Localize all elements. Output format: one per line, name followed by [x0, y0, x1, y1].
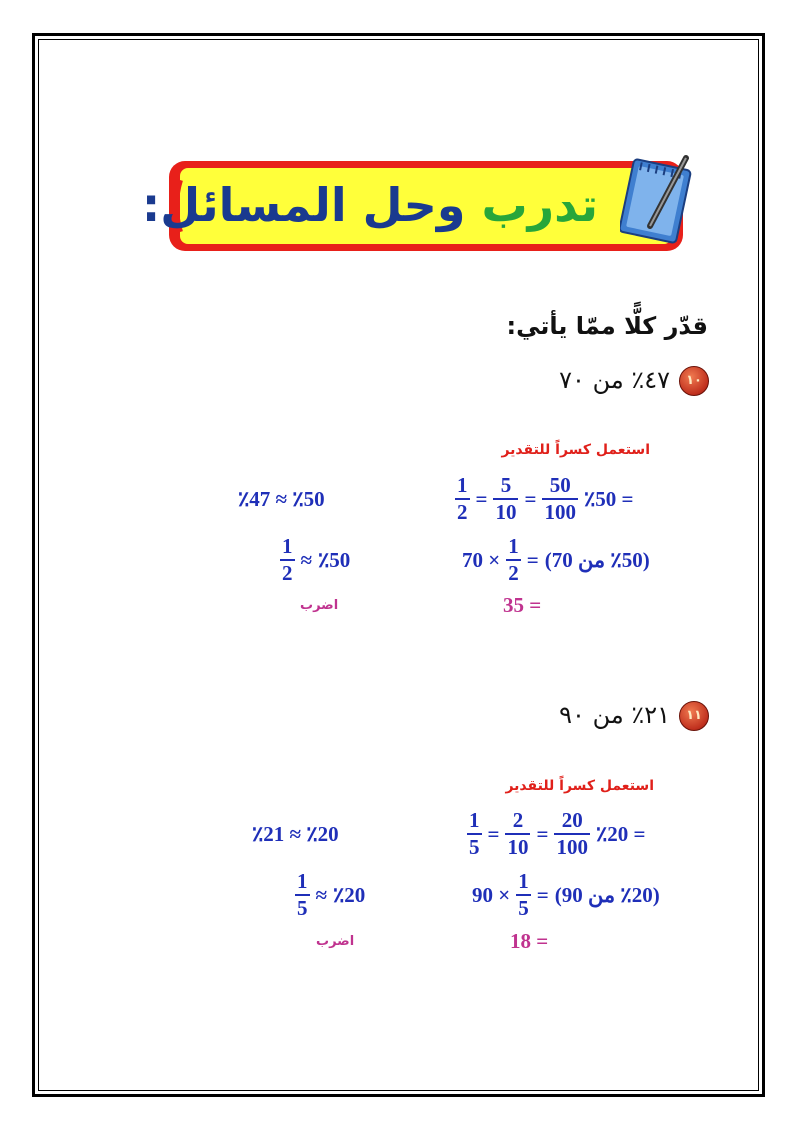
- fraction-equation: $\frac{1}{2}$ = $\frac{5}{10}$ = $\frac{50}{100}$ = ٪50: [457, 473, 634, 524]
- result-value: = 18: [510, 929, 549, 953]
- percent-equals: = ٪20: [595, 821, 646, 846]
- percent-equals: = ٪50: [583, 486, 634, 511]
- banner-word-practice: تدرب: [481, 178, 598, 232]
- fraction-equation: $\frac{1}{5}$ = $\frac{2}{10}$ = $\frac{20}{100}$ = ٪20: [469, 808, 646, 859]
- hint-note: استعمل كسراً للتقدير: [505, 778, 654, 794]
- fraction: $\frac{1}{5}$: [297, 869, 308, 920]
- fraction-approximation: $\frac{1}{2}$ ≈ ٪50: [282, 534, 351, 585]
- fraction: $\frac{5}{10}$: [495, 473, 517, 524]
- fraction-approximation: $\frac{1}{5}$ ≈ ٪20: [297, 869, 366, 920]
- fraction: $\frac{50}{100}$: [544, 473, 576, 524]
- multiply-label: اضرب: [300, 598, 339, 613]
- fraction: $\frac{2}{10}$: [507, 808, 529, 859]
- result-value: = 35: [503, 593, 542, 617]
- multiply-label: اضرب: [316, 934, 355, 949]
- banner-word-solve: وحل المسائل:: [141, 178, 466, 232]
- fraction: $\frac{1}{2}$: [457, 473, 468, 524]
- approximation: ٪50 ≈ ٪47: [238, 487, 325, 511]
- problem-statement: ٤٧٪ من ٧٠: [559, 366, 670, 394]
- problem-number-badge: ١١: [679, 701, 709, 731]
- hint-note: استعمل كسراً للتقدير: [501, 442, 650, 458]
- banner-title: [141, 158, 686, 254]
- problem-statement: ٢١٪ من ٩٠: [559, 701, 670, 729]
- calculation: 70 × $\frac{1}{2}$ = (٪50 من 70): [462, 534, 650, 585]
- fraction: $\frac{1}{2}$: [282, 534, 293, 585]
- approximation: ٪20 ≈ ٪21: [252, 822, 339, 846]
- fraction: $\frac{1}{2}$: [508, 534, 519, 585]
- problem-number-badge: ١٠: [679, 366, 709, 396]
- fraction: $\frac{20}{100}$: [556, 808, 588, 859]
- instruction-text: قدّر كلًّا ممّا يأتي:: [506, 312, 708, 340]
- fraction: $\frac{1}{5}$: [518, 869, 529, 920]
- calculation: 90 × $\frac{1}{5}$ = (٪20 من 90): [472, 869, 660, 920]
- fraction: $\frac{1}{5}$: [469, 808, 480, 859]
- section-banner: [141, 158, 686, 254]
